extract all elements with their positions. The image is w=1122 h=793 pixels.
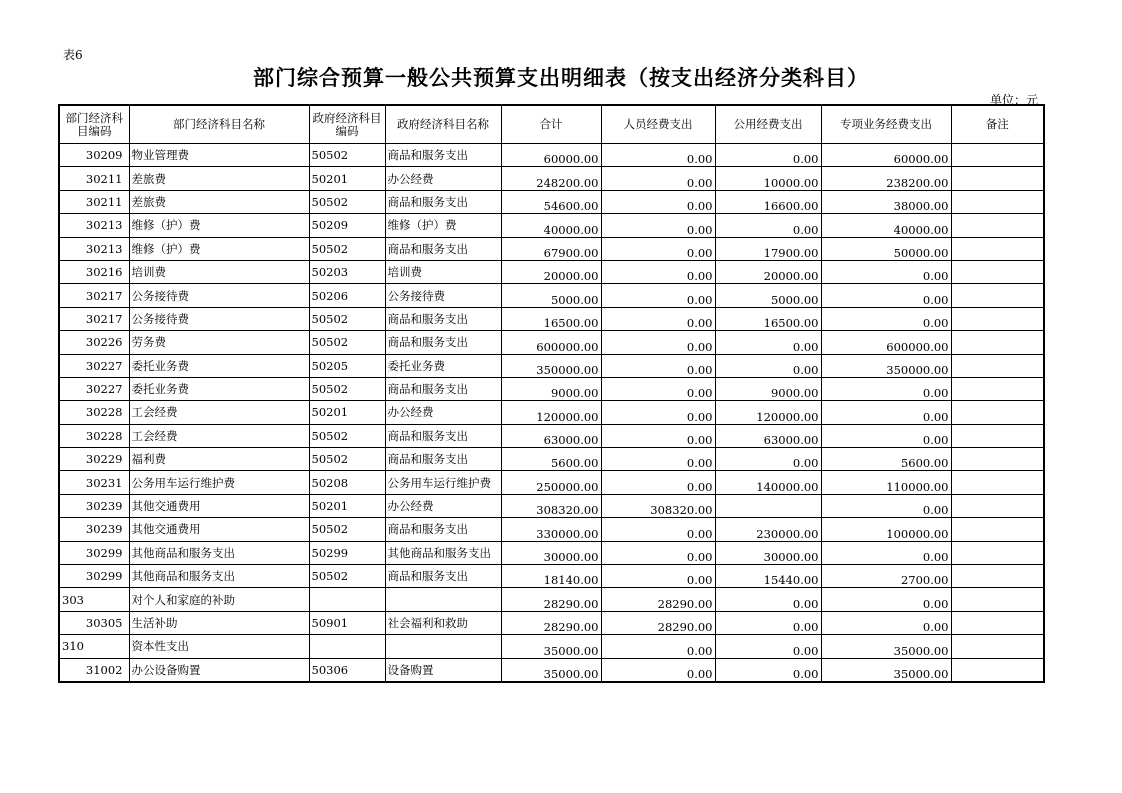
cell-dept-name: 办公设备购置 xyxy=(129,658,309,682)
cell-total: 28290.00 xyxy=(501,611,601,634)
cell-gov-code: 50205 xyxy=(309,354,385,377)
table-header-row xyxy=(59,105,1044,144)
cell-special: 100000.00 xyxy=(821,518,951,541)
cell-personnel: 0.00 xyxy=(601,658,715,682)
table-row xyxy=(59,565,1044,588)
cell-total: 600000.00 xyxy=(501,331,601,354)
cell-dept-name: 其他商品和服务支出 xyxy=(129,565,309,588)
cell-dept-code: 30211 xyxy=(59,190,129,213)
cell-public: 0.00 xyxy=(715,635,821,658)
cell-remark xyxy=(951,307,1044,330)
cell-gov-code: 50306 xyxy=(309,658,385,682)
cell-dept-code: 30239 xyxy=(59,518,129,541)
cell-gov-name: 商品和服务支出 xyxy=(385,565,501,588)
cell-special: 5600.00 xyxy=(821,448,951,471)
cell-dept-code: 30229 xyxy=(59,448,129,471)
table-row xyxy=(59,448,1044,471)
cell-personnel: 0.00 xyxy=(601,331,715,354)
cell-dept-name: 差旅费 xyxy=(129,167,309,190)
cell-gov-name: 维修（护）费 xyxy=(385,214,501,237)
col-header-dept-code: 部门经济科目编码 xyxy=(59,105,129,144)
cell-public: 9000.00 xyxy=(715,377,821,400)
cell-dept-name: 委托业务费 xyxy=(129,354,309,377)
cell-gov-name: 商品和服务支出 xyxy=(385,307,501,330)
cell-dept-name: 福利费 xyxy=(129,448,309,471)
cell-remark xyxy=(951,424,1044,447)
cell-public: 120000.00 xyxy=(715,401,821,424)
cell-total: 54600.00 xyxy=(501,190,601,213)
cell-gov-code: 50201 xyxy=(309,494,385,517)
expenditure-table xyxy=(58,104,1045,683)
col-header-special: 专项业务经费支出 xyxy=(821,105,951,144)
cell-dept-code: 30228 xyxy=(59,424,129,447)
cell-remark xyxy=(951,144,1044,167)
cell-gov-code: 50502 xyxy=(309,448,385,471)
cell-public: 0.00 xyxy=(715,331,821,354)
cell-gov-code: 50502 xyxy=(309,307,385,330)
cell-dept-code: 30226 xyxy=(59,331,129,354)
cell-total: 350000.00 xyxy=(501,354,601,377)
table-row xyxy=(59,635,1044,658)
cell-gov-code: 50502 xyxy=(309,565,385,588)
cell-dept-name: 公务接待费 xyxy=(129,307,309,330)
cell-dept-code: 30213 xyxy=(59,237,129,260)
col-header-total: 合计 xyxy=(501,105,601,144)
cell-gov-name xyxy=(385,635,501,658)
cell-personnel: 0.00 xyxy=(601,401,715,424)
cell-total: 35000.00 xyxy=(501,658,601,682)
cell-remark xyxy=(951,611,1044,634)
cell-personnel: 0.00 xyxy=(601,448,715,471)
table-row xyxy=(59,588,1044,611)
cell-public: 0.00 xyxy=(715,354,821,377)
cell-gov-name: 社会福利和救助 xyxy=(385,611,501,634)
cell-public: 30000.00 xyxy=(715,541,821,564)
cell-gov-name: 商品和服务支出 xyxy=(385,448,501,471)
cell-remark xyxy=(951,565,1044,588)
table-row xyxy=(59,658,1044,682)
col-header-personnel: 人员经费支出 xyxy=(601,105,715,144)
cell-personnel: 0.00 xyxy=(601,214,715,237)
cell-gov-code: 50208 xyxy=(309,471,385,494)
cell-personnel: 0.00 xyxy=(601,518,715,541)
cell-gov-code: 50502 xyxy=(309,237,385,260)
cell-dept-name: 生活补助 xyxy=(129,611,309,634)
cell-gov-code: 50502 xyxy=(309,424,385,447)
cell-dept-name: 工会经费 xyxy=(129,401,309,424)
cell-remark xyxy=(951,354,1044,377)
cell-personnel: 0.00 xyxy=(601,144,715,167)
cell-total: 120000.00 xyxy=(501,401,601,424)
cell-gov-code: 50901 xyxy=(309,611,385,634)
cell-gov-code: 50502 xyxy=(309,377,385,400)
cell-remark xyxy=(951,494,1044,517)
cell-remark xyxy=(951,401,1044,424)
cell-dept-code: 30213 xyxy=(59,214,129,237)
cell-dept-name: 其他交通费用 xyxy=(129,494,309,517)
table-row xyxy=(59,541,1044,564)
cell-public: 0.00 xyxy=(715,214,821,237)
cell-total: 9000.00 xyxy=(501,377,601,400)
col-header-gov-name: 政府经济科目名称 xyxy=(385,105,501,144)
cell-dept-name: 培训费 xyxy=(129,260,309,283)
cell-dept-code: 30299 xyxy=(59,541,129,564)
cell-remark xyxy=(951,237,1044,260)
cell-special: 600000.00 xyxy=(821,331,951,354)
table-body xyxy=(59,144,1044,682)
table-row xyxy=(59,518,1044,541)
cell-gov-code: 50209 xyxy=(309,214,385,237)
cell-total: 330000.00 xyxy=(501,518,601,541)
cell-public: 5000.00 xyxy=(715,284,821,307)
cell-personnel: 0.00 xyxy=(601,260,715,283)
cell-special: 35000.00 xyxy=(821,635,951,658)
cell-personnel: 0.00 xyxy=(601,167,715,190)
cell-remark xyxy=(951,588,1044,611)
cell-special: 0.00 xyxy=(821,424,951,447)
cell-personnel: 28290.00 xyxy=(601,588,715,611)
cell-remark xyxy=(951,284,1044,307)
cell-gov-name: 商品和服务支出 xyxy=(385,424,501,447)
table-row xyxy=(59,331,1044,354)
table-row xyxy=(59,494,1044,517)
cell-total: 35000.00 xyxy=(501,635,601,658)
cell-gov-code: 50299 xyxy=(309,541,385,564)
cell-dept-name: 工会经费 xyxy=(129,424,309,447)
cell-total: 250000.00 xyxy=(501,471,601,494)
cell-special: 60000.00 xyxy=(821,144,951,167)
cell-gov-code xyxy=(309,635,385,658)
cell-public xyxy=(715,494,821,517)
cell-public: 16600.00 xyxy=(715,190,821,213)
cell-public: 20000.00 xyxy=(715,260,821,283)
cell-public: 63000.00 xyxy=(715,424,821,447)
cell-total: 60000.00 xyxy=(501,144,601,167)
table-row xyxy=(59,144,1044,167)
cell-special: 38000.00 xyxy=(821,190,951,213)
cell-public: 16500.00 xyxy=(715,307,821,330)
cell-dept-code: 30299 xyxy=(59,565,129,588)
cell-remark xyxy=(951,448,1044,471)
cell-public: 0.00 xyxy=(715,588,821,611)
cell-dept-name: 对个人和家庭的补助 xyxy=(129,588,309,611)
cell-gov-code: 50502 xyxy=(309,190,385,213)
table-row xyxy=(59,401,1044,424)
cell-remark xyxy=(951,167,1044,190)
cell-special: 50000.00 xyxy=(821,237,951,260)
cell-personnel: 0.00 xyxy=(601,190,715,213)
sheet-label: 表6 xyxy=(63,48,83,62)
cell-personnel: 0.00 xyxy=(601,377,715,400)
col-header-gov-code: 政府经济科目编码 xyxy=(309,105,385,144)
cell-total: 67900.00 xyxy=(501,237,601,260)
cell-total: 20000.00 xyxy=(501,260,601,283)
cell-dept-code: 30228 xyxy=(59,401,129,424)
cell-special: 0.00 xyxy=(821,307,951,330)
cell-special: 0.00 xyxy=(821,377,951,400)
cell-gov-name: 办公经费 xyxy=(385,167,501,190)
cell-gov-name: 办公经费 xyxy=(385,494,501,517)
cell-gov-name: 商品和服务支出 xyxy=(385,144,501,167)
cell-gov-code: 50502 xyxy=(309,518,385,541)
cell-special: 40000.00 xyxy=(821,214,951,237)
table-row xyxy=(59,284,1044,307)
table-row xyxy=(59,237,1044,260)
cell-dept-code: 30305 xyxy=(59,611,129,634)
table-row xyxy=(59,260,1044,283)
table-row xyxy=(59,214,1044,237)
cell-total: 5000.00 xyxy=(501,284,601,307)
cell-remark xyxy=(951,190,1044,213)
cell-dept-name: 资本性支出 xyxy=(129,635,309,658)
cell-total: 40000.00 xyxy=(501,214,601,237)
cell-personnel: 0.00 xyxy=(601,237,715,260)
cell-gov-name: 设备购置 xyxy=(385,658,501,682)
cell-dept-name: 劳务费 xyxy=(129,331,309,354)
cell-special: 0.00 xyxy=(821,284,951,307)
cell-remark xyxy=(951,377,1044,400)
cell-dept-name: 维修（护）费 xyxy=(129,214,309,237)
cell-gov-name: 公务接待费 xyxy=(385,284,501,307)
cell-total: 28290.00 xyxy=(501,588,601,611)
cell-gov-code: 50502 xyxy=(309,331,385,354)
table-row xyxy=(59,167,1044,190)
cell-dept-code: 30217 xyxy=(59,307,129,330)
cell-public: 230000.00 xyxy=(715,518,821,541)
cell-personnel: 0.00 xyxy=(601,424,715,447)
cell-dept-code: 30227 xyxy=(59,377,129,400)
cell-special: 0.00 xyxy=(821,541,951,564)
table-row xyxy=(59,354,1044,377)
cell-gov-name: 商品和服务支出 xyxy=(385,518,501,541)
cell-gov-name: 培训费 xyxy=(385,260,501,283)
cell-special: 0.00 xyxy=(821,401,951,424)
page-title: 部门综合预算一般公共预算支出明细表（按支出经济分类科目） xyxy=(253,66,869,90)
cell-special: 0.00 xyxy=(821,588,951,611)
cell-dept-code: 30231 xyxy=(59,471,129,494)
cell-public: 0.00 xyxy=(715,658,821,682)
col-header-public: 公用经费支出 xyxy=(715,105,821,144)
cell-remark xyxy=(951,518,1044,541)
cell-public: 17900.00 xyxy=(715,237,821,260)
cell-gov-name: 商品和服务支出 xyxy=(385,237,501,260)
cell-remark xyxy=(951,331,1044,354)
cell-gov-name: 办公经费 xyxy=(385,401,501,424)
cell-special: 238200.00 xyxy=(821,167,951,190)
table-row xyxy=(59,377,1044,400)
cell-dept-name: 委托业务费 xyxy=(129,377,309,400)
cell-gov-name: 其他商品和服务支出 xyxy=(385,541,501,564)
cell-special: 35000.00 xyxy=(821,658,951,682)
cell-gov-name: 委托业务费 xyxy=(385,354,501,377)
table-row xyxy=(59,424,1044,447)
cell-gov-code: 50201 xyxy=(309,401,385,424)
cell-special: 0.00 xyxy=(821,260,951,283)
cell-total: 308320.00 xyxy=(501,494,601,517)
cell-remark xyxy=(951,260,1044,283)
cell-total: 248200.00 xyxy=(501,167,601,190)
cell-dept-name: 其他交通费用 xyxy=(129,518,309,541)
cell-dept-code: 30239 xyxy=(59,494,129,517)
cell-gov-code: 50201 xyxy=(309,167,385,190)
col-header-dept-name: 部门经济科目名称 xyxy=(129,105,309,144)
cell-dept-name: 物业管理费 xyxy=(129,144,309,167)
cell-personnel: 0.00 xyxy=(601,284,715,307)
cell-special: 0.00 xyxy=(821,494,951,517)
table-row xyxy=(59,471,1044,494)
cell-gov-code: 50203 xyxy=(309,260,385,283)
cell-personnel: 308320.00 xyxy=(601,494,715,517)
cell-gov-name xyxy=(385,588,501,611)
cell-gov-code: 50206 xyxy=(309,284,385,307)
cell-remark xyxy=(951,635,1044,658)
unit-label: 单位：元 xyxy=(990,93,1039,107)
cell-gov-name: 商品和服务支出 xyxy=(385,190,501,213)
cell-dept-code: 31002 xyxy=(59,658,129,682)
cell-public: 0.00 xyxy=(715,448,821,471)
cell-dept-name: 公务用车运行维护费 xyxy=(129,471,309,494)
cell-dept-code: 30217 xyxy=(59,284,129,307)
cell-personnel: 0.00 xyxy=(601,307,715,330)
cell-total: 30000.00 xyxy=(501,541,601,564)
cell-remark xyxy=(951,471,1044,494)
col-header-remark: 备注 xyxy=(951,105,1044,144)
cell-remark xyxy=(951,541,1044,564)
cell-dept-name: 公务接待费 xyxy=(129,284,309,307)
cell-remark xyxy=(951,214,1044,237)
cell-gov-name: 公务用车运行维护费 xyxy=(385,471,501,494)
cell-dept-code: 30216 xyxy=(59,260,129,283)
cell-public: 0.00 xyxy=(715,611,821,634)
cell-remark xyxy=(951,658,1044,682)
cell-special: 110000.00 xyxy=(821,471,951,494)
cell-dept-code: 30227 xyxy=(59,354,129,377)
cell-dept-code: 30209 xyxy=(59,144,129,167)
cell-dept-code: 30211 xyxy=(59,167,129,190)
cell-special: 2700.00 xyxy=(821,565,951,588)
cell-gov-code xyxy=(309,588,385,611)
cell-gov-name: 商品和服务支出 xyxy=(385,331,501,354)
cell-personnel: 0.00 xyxy=(601,541,715,564)
cell-dept-code: 303 xyxy=(59,588,129,611)
cell-total: 18140.00 xyxy=(501,565,601,588)
cell-total: 63000.00 xyxy=(501,424,601,447)
cell-total: 16500.00 xyxy=(501,307,601,330)
cell-public: 10000.00 xyxy=(715,167,821,190)
cell-special: 0.00 xyxy=(821,611,951,634)
table-row xyxy=(59,190,1044,213)
cell-public: 140000.00 xyxy=(715,471,821,494)
cell-dept-code: 310 xyxy=(59,635,129,658)
cell-public: 15440.00 xyxy=(715,565,821,588)
table-row xyxy=(59,307,1044,330)
cell-personnel: 0.00 xyxy=(601,471,715,494)
cell-gov-code: 50502 xyxy=(309,144,385,167)
cell-gov-name: 商品和服务支出 xyxy=(385,377,501,400)
cell-total: 5600.00 xyxy=(501,448,601,471)
cell-personnel: 0.00 xyxy=(601,635,715,658)
cell-public: 0.00 xyxy=(715,144,821,167)
cell-personnel: 0.00 xyxy=(601,565,715,588)
cell-personnel: 28290.00 xyxy=(601,611,715,634)
cell-dept-name: 维修（护）费 xyxy=(129,237,309,260)
cell-dept-name: 差旅费 xyxy=(129,190,309,213)
cell-dept-name: 其他商品和服务支出 xyxy=(129,541,309,564)
cell-special: 350000.00 xyxy=(821,354,951,377)
table-row xyxy=(59,611,1044,634)
cell-personnel: 0.00 xyxy=(601,354,715,377)
